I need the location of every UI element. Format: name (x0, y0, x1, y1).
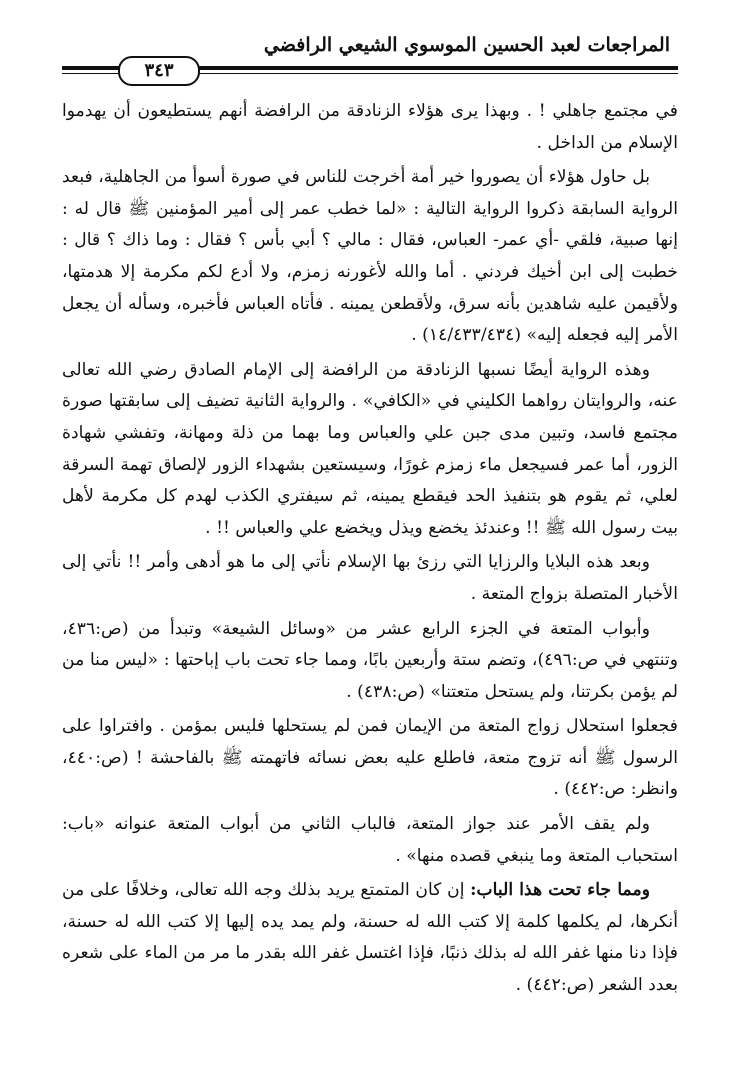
paragraph-8-lead: ومما جاء تحت هذا الباب: (470, 880, 650, 901)
paragraph-8 (62, 875, 678, 1001)
paragraph-8-text: إن كان المتمتع يريد بذلك وجه الله تعالى، وخلافًا على من أنكرها، لم يكلمها كلمة إلا كتب الله له حسنة، ولم يمد يده إليها إلا كتب الله له حسنة، فإذا دنا منها غفر الله له بذلك ذنبًا، فإذا اغتسل غفر الله بقدر ما مر من الماء على شعره بعدد الشعر (ص:٤٤٢) . (62, 880, 678, 996)
paragraph-1: في مجتمع جاهلي ! . وبهذا يرى هؤلاء الزنادقة من الرافضة أنهم يستطيعون أن يهدموا الإسلام من الداخل . (62, 101, 678, 153)
body-text (62, 96, 678, 1056)
page-number: ٣٤٣ (118, 56, 200, 86)
paragraph-6: فجعلوا استحلال زواج المتعة من الإيمان فمن لم يستحلها فليس بمؤمن . وافتراوا على الرسول ﷺ أنه تزوج متعة، فاطلع عليه بعض نسائه فاتهمته ﷺ بالفاحشة ! (ص:٤٤٠، وانظر: ص:٤٤٢) . (62, 716, 678, 800)
running-title: المراجعات لعبد الحسين الموسوي الشيعي الرافضي (263, 34, 670, 56)
paragraph-7: ولم يقف الأمر عند جواز المتعة، فالباب الثاني من أبواب المتعة عنوانه «باب: استحباب المتعة وما ينبغي قصده منها» . (62, 814, 678, 866)
paragraph-3: وهذه الرواية أيضًا نسبها الزنادقة من الرافضة إلى الإمام الصادق رضي الله تعالى عنه، والروايتان رواهما الكليني في «الكافي» . والرواية الثانية تضيف إلى سابقتها صورة مجتمع فاسد، وتبين مدى جبن علي والعباس وما بهما من ذلة ومهانة، وتفشي شهادة الزور، أما عمر فسيجعل ماء زمزم غورًا، وسيستعين بشهداء الزور لإلصاق تهمة السرقة لعلي، ثم يقوم هو بتنفيذ الحد فيقطع يمينه، ثم سيفتري الكذب لهدم كل مكرمة لأهل بيت رسول الله ﷺ !! وعندئذ يخضع ويذل ويخضع علي والعباس !! . (62, 359, 678, 538)
page-header (62, 30, 678, 90)
paragraph-5: وأبواب المتعة في الجزء الرابع عشر من «وسائل الشيعة» وتبدأ من (ص:٤٣٦، وتنتهي في ص:٤٩٦)، وتضم ستة وأربعين بابًا، ومما جاء تحت باب إباحتها : «ليس منا من لم يؤمن بكرتنا، ولم يستحل متعتنا» (ص:٤٣٨) . (62, 618, 678, 702)
paragraph-2: بل حاول هؤلاء أن يصوروا خير أمة أخرجت للناس في صورة أسوأ من الجاهلية، فبعد الرواية السابقة ذكروا الرواية التالية : «لما خطب عمر إلى أمير المؤمنين ﷺ قال له : إنها صبية، فلقي -أي عمر- العباس، فقال : مالي ؟ أبي بأس ؟ فقال : وما ذاك ؟ قال : خطبت إلى ابن أخيك فردني . أما والله لأغورنه زمزم، ولا أدع لكم مكرمة إلا هدمتها، ولأقيمن عليه شاهدين بأنه سرق، ولأقطعن يمينه . فأتاه العباس فأخبره، وسأله أن يجعل الأمر إليه فجعله إليه» (١٤/٤٣٣/٤٣٤) . (62, 167, 678, 346)
paragraph-4: وبعد هذه البلايا والرزايا التي رزئ بها الإسلام نأتي إلى ما هو أدهى وأمر !! نأتي إلى الأخبار المتصلة بزواج المتعة . (62, 552, 678, 604)
